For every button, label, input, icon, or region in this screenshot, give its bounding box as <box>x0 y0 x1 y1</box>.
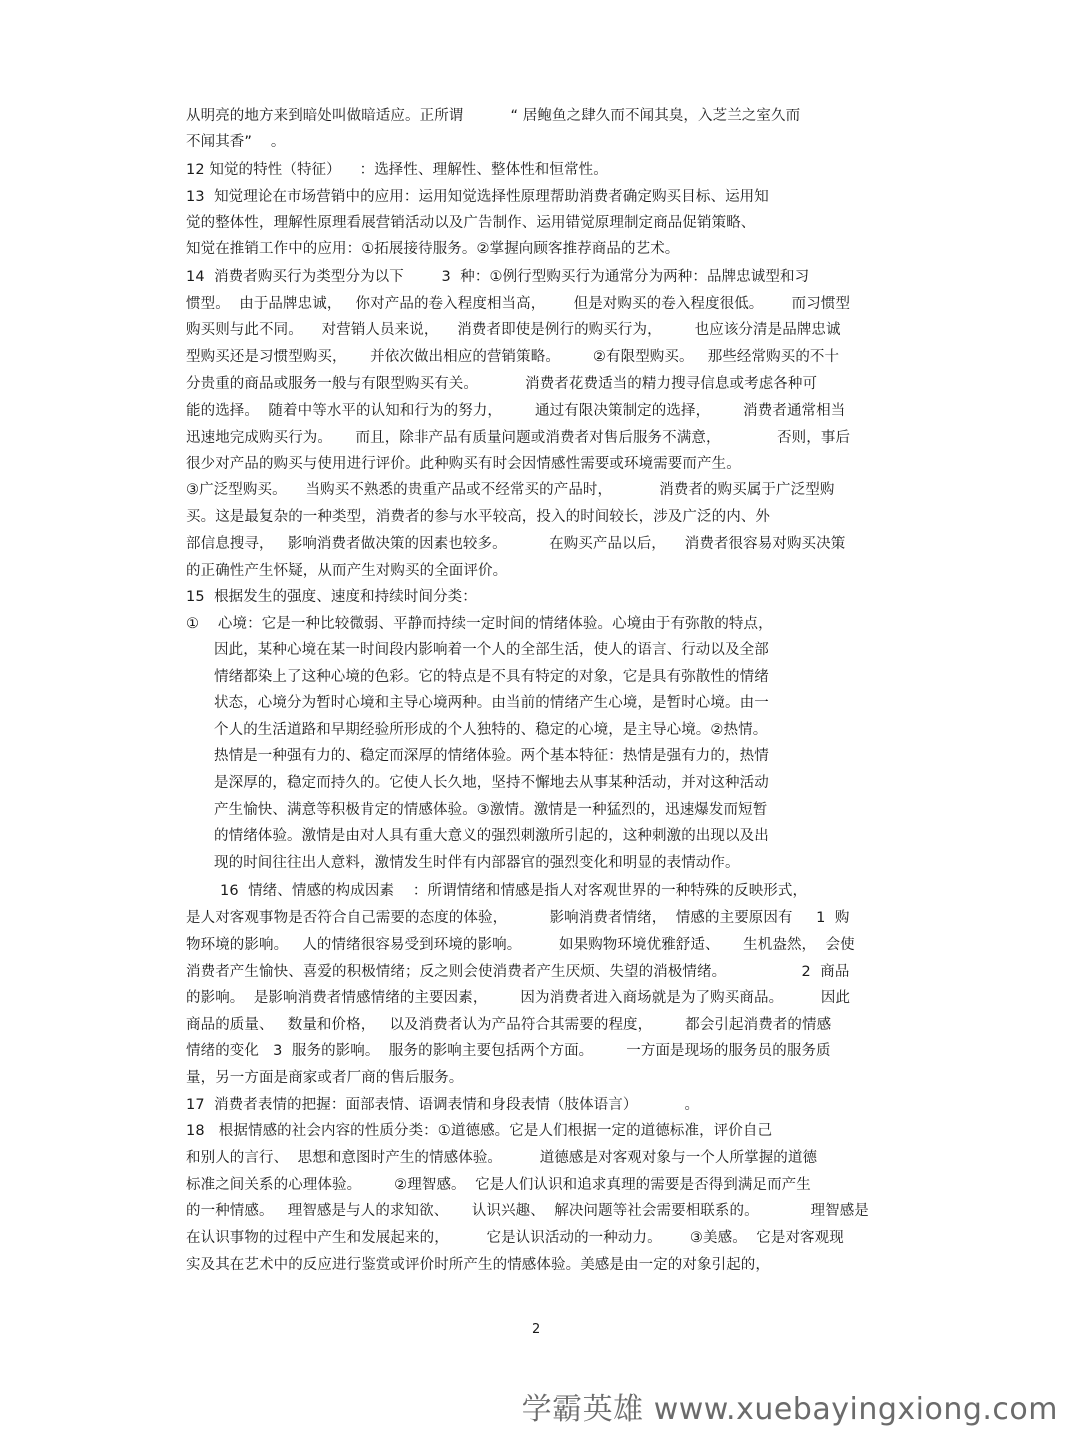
text-line: 觉的整体性，理解性原理看展营销活动以及广告制作、运用错觉原理制定商品促销策略、 <box>186 215 756 231</box>
text-line: 因此，某种心境在某一时间段内影响着一个人的全部生活，使人的语言、行动以及全部 <box>214 642 769 658</box>
text-line: 惯型。 由于品牌忠诚， 你对产品的卷入程度相当高， 但是对购买的卷入程度很低。 而习惯型 <box>186 296 851 312</box>
text-line: 13 知觉理论在市场营销中的应用：运用知觉选择性原理帮助消费者确定购买目标、运用知 <box>186 189 769 205</box>
watermark: 学霸英雄 www.xuebayingxiong.com <box>521 1392 1058 1427</box>
text-line: 17 消费者表情的把握：面部表情、语调表情和身段表情（肢体语言） 。 <box>186 1097 700 1113</box>
text-line: 现的时间往往出人意料，激情发生时伴有内部器官的强烈变化和明显的表情动作。 <box>214 855 740 871</box>
text-line: 产生愉快、满意等积极肯定的情感体验。③激情。激情是一种猛烈的，迅速爆发而短暂 <box>214 802 768 818</box>
text-line: 物环境的影响。 人的情绪很容易受到环境的影响。 如果购物环境优雅舒适、 生机盎然， 会使 <box>186 937 855 953</box>
page-number: 2 <box>532 1322 541 1337</box>
text-line: 情绪都染上了这种心境的色彩。它的特点是不具有特定的对象，它是具有弥散性的情绪 <box>214 669 769 685</box>
text-line: 部信息搜寻， 影响消费者做决策的因素也较多。 在购买产品以后， 消费者很容易对购买决策 <box>186 536 846 552</box>
text-line: 不闻其香” 。 <box>186 134 286 150</box>
text-line: 的情绪体验。激情是由对人具有重大意义的强烈刺激所引起的，这种刺激的出现以及出 <box>214 828 769 844</box>
text-line: 个人的生活道路和早期经验所形成的个人独特的、稳定的心境，是主导心境。②热情。 <box>214 722 768 738</box>
text-line: 迅速地完成购买行为。 而且，除非产品有质量问题或消费者对售后服务不满意， 否则，事后 <box>186 430 851 446</box>
text-line: 16 情绪、情感的构成因素 ：所谓情绪和情感是指人对客观世界的一种特殊的反映形式， <box>220 883 808 899</box>
text-line: 能的选择。 随着中等水平的认知和行为的努力， 通过有限决策制定的选择， 消费者通常相当 <box>186 403 846 419</box>
text-line: 情绪的变化 3 服务的影响。 服务的影响主要包括两个方面。 一方面是现场的服务员的服务质 <box>186 1043 831 1059</box>
text-line: 14 消费者购买行为类型分为以下 3 种：①例行型购买行为通常分为两种：品牌忠诚型和习 <box>186 269 810 285</box>
text-line: 从明亮的地方来到暗处叫做暗适应。正所谓 “ 居鲍鱼之肆久而不闻其臭，入芝兰之室久而 <box>186 108 801 124</box>
text-line: 知觉在推销工作中的应用：①拓展接待服务。②掌握向顾客推荐商品的艺术。 <box>186 241 680 257</box>
text-line: 的影响。 是影响消费者情感情绪的主要因素， 因为消费者进入商场就是为了购买商品。 因此 <box>186 990 851 1006</box>
text-line: 和别人的言行、 思想和意图时产生的情感体验。 道德感是对客观对象与一个人所掌握的道德 <box>186 1150 818 1166</box>
text-line: 的正确性产生怀疑，从而产生对购买的全面评价。 <box>186 563 508 579</box>
text-line: 15 根据发生的强度、速度和持续时间分类： <box>186 589 477 605</box>
text-line: 是深厚的，稳定而持久的。它使人长久地，坚持不懈地去从事某种活动，并对这种活动 <box>214 775 769 791</box>
text-line: 购买则与此不同。 对营销人员来说， 消费者即使是例行的购买行为， 也应该分清是品牌忠诚 <box>186 322 841 338</box>
text-line: 分贵重的商品或服务一般与有限型购买有关。 消费者花费适当的精力搜寻信息或考虑各种可 <box>186 376 818 392</box>
text-line: 型购买还是习惯型购买， 并依次做出相应的营销策略。 ②有限型购买。 那些经常购买的不十 <box>186 349 840 365</box>
text-line: 18 根据情感的社会内容的性质分类：①道德感。它是人们根据一定的道德标准，评价自己 <box>186 1123 773 1139</box>
text-line: 在认识事物的过程中产生和发展起来的， 它是认识活动的一种动力。 ③美感。 它是对客观现 <box>186 1230 844 1246</box>
text-line: 状态，心境分为暂时心境和主导心境两种。由当前的情绪产生心境，是暂时心境。由一 <box>214 695 769 711</box>
text-line: 买。这是最复杂的一种类型，消费者的参与水平较高，投入的时间较长，涉及广泛的内、外 <box>186 509 770 525</box>
text-line: 标准之间关系的心理体验。 ②理智感。 它是人们认识和追求真理的需要是否得到满足而产生 <box>186 1177 811 1193</box>
text-line: 是人对客观事物是否符合自己需要的态度的体验， 影响消费者情绪， 情感的主要原因有 1 购 <box>186 910 850 926</box>
text-line: 消费者产生愉快、喜爱的积极情绪；反之则会使消费者产生厌烦、失望的消极情绪。 2 商品 <box>186 964 850 980</box>
text-line: ① 心境：它是一种比较微弱、平静而持续一定时间的情绪体验。心境由于有弥散的特点， <box>186 616 773 632</box>
text-line: 12 知觉的特性（特征） ：选择性、理解性、整体性和恒常性。 <box>186 162 608 178</box>
text-line: 量，另一方面是商家或者厂商的售后服务。 <box>186 1070 464 1086</box>
text-line: 实及其在艺术中的反应进行鉴赏或评价时所产生的情感体验。美感是由一定的对象引起的， <box>186 1257 770 1273</box>
text-line: 热情是一种强有力的、稳定而深厚的情绪体验。两个基本特征：热情是强有力的，热情 <box>214 748 769 764</box>
text-line: 很少对产品的购买与使用进行评价。此种购买有时会因情感性需要或环境需要而产生。 <box>186 456 741 472</box>
text-line: 的一种情感。 理智感是与人的求知欲、 认识兴趣、 解决问题等社会需要相联系的。 理智感是 <box>186 1203 869 1219</box>
text-line: 商品的质量、 数量和价格， 以及消费者认为产品符合其需要的程度， 都会引起消费者的情感 <box>186 1017 832 1033</box>
text-line: ③广泛型购买。 当购买不熟悉的贵重产品或不经常买的产品时， 消费者的购买属于广泛型购 <box>186 482 835 498</box>
